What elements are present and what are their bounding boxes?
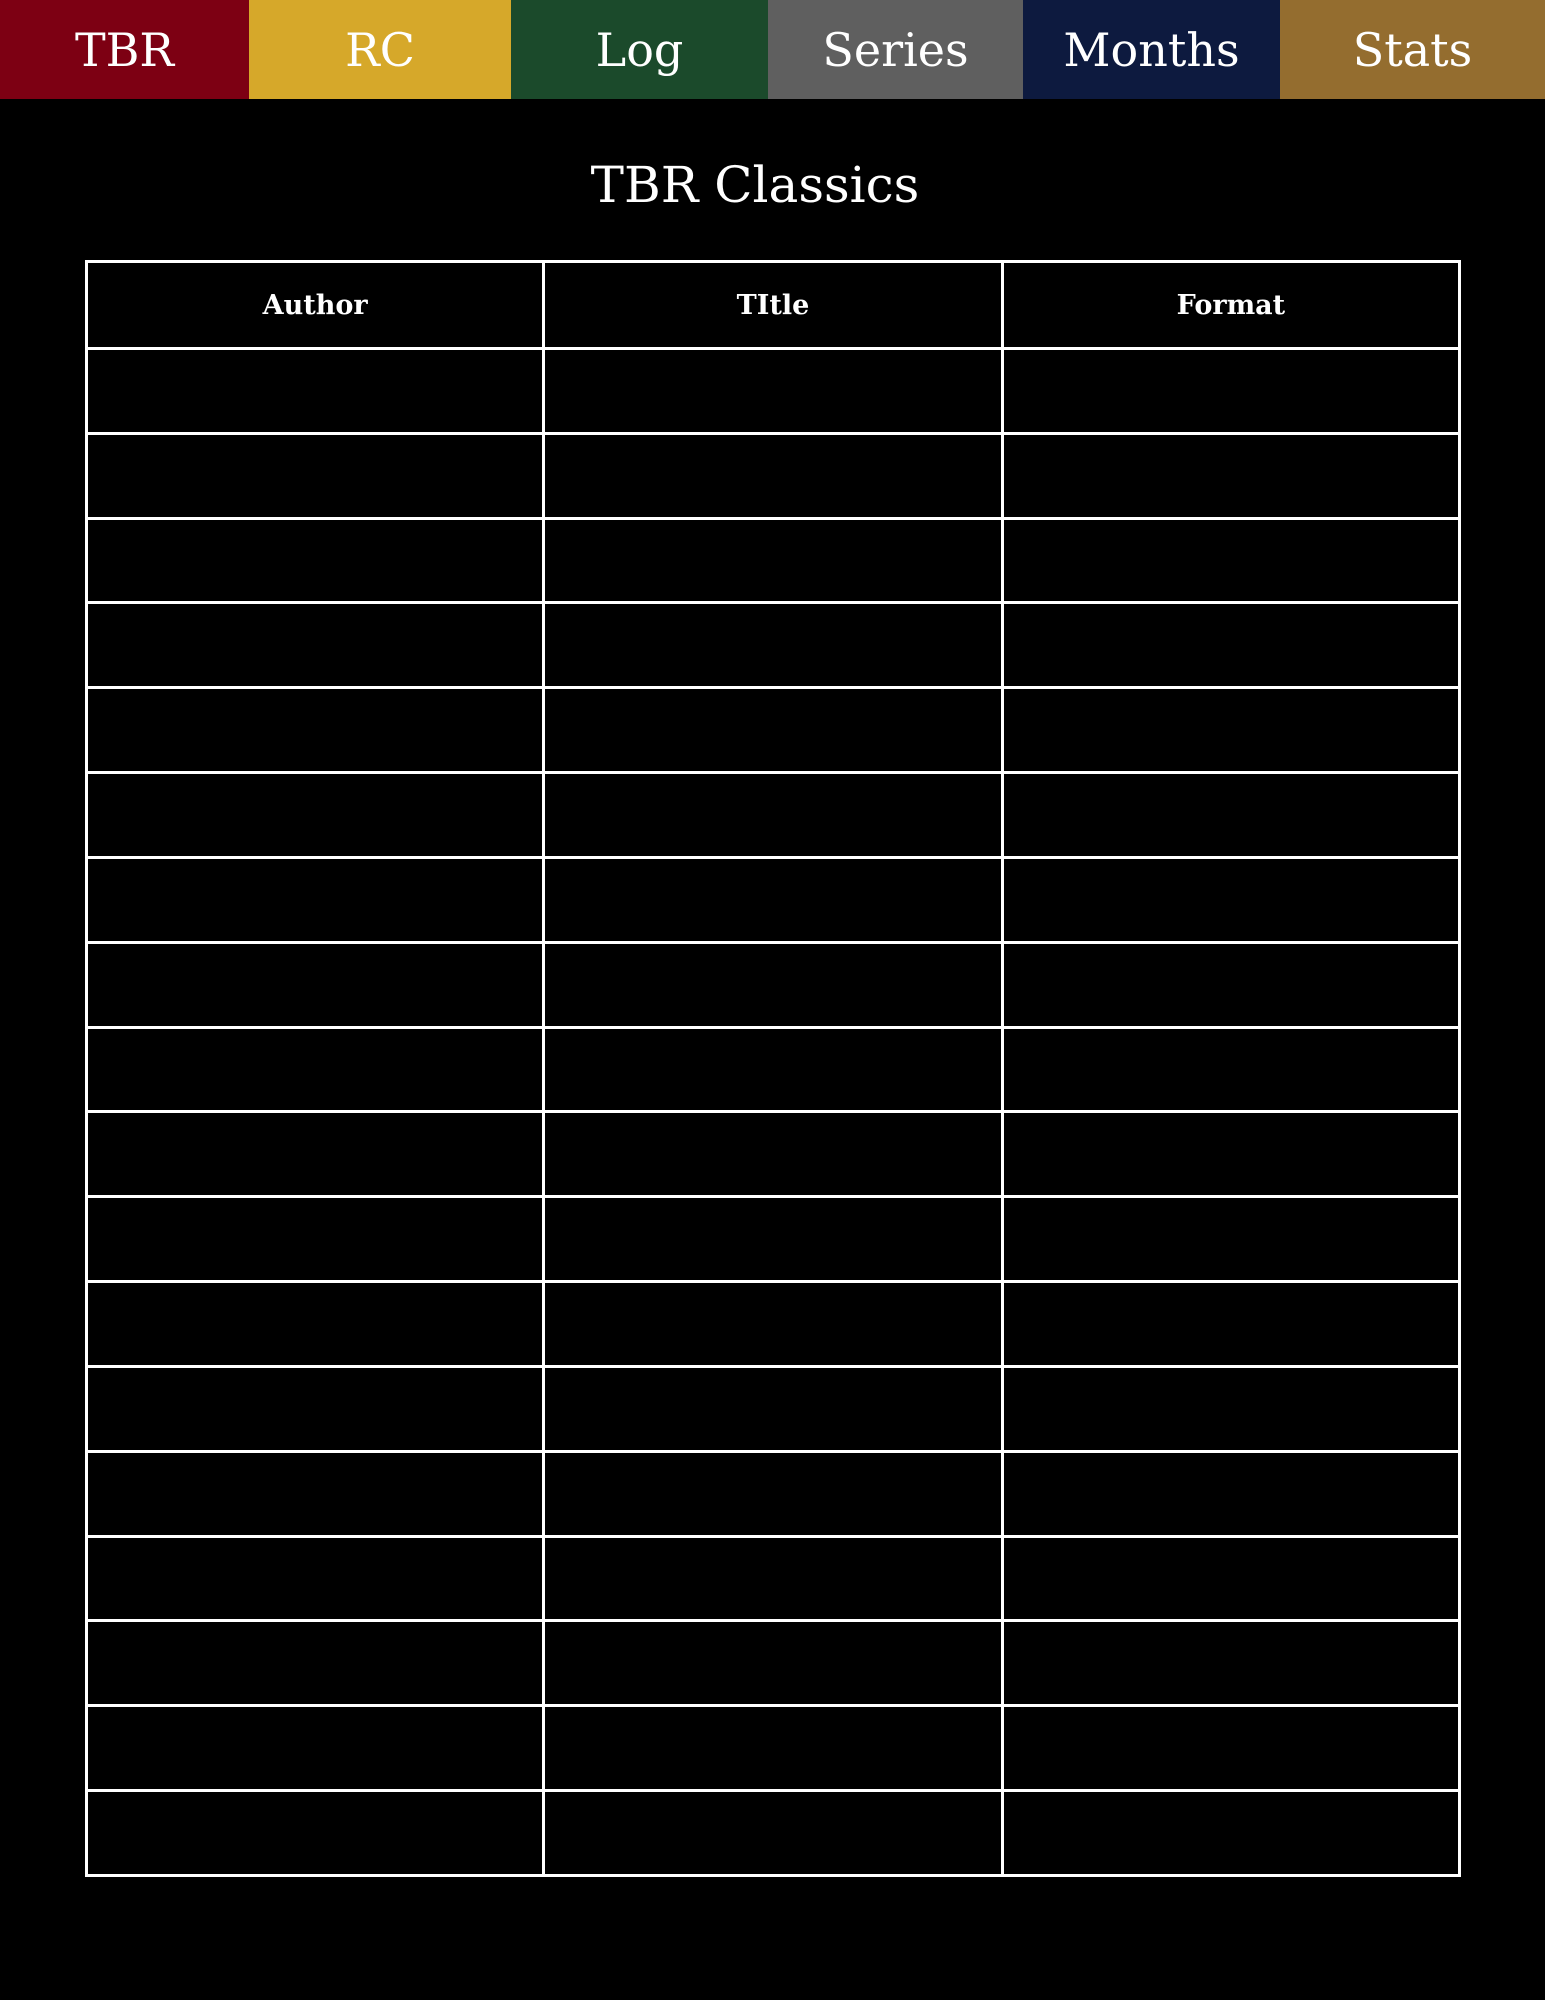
tab-log[interactable]: Log xyxy=(511,0,768,99)
title-cell[interactable] xyxy=(544,1197,1003,1282)
title-cell[interactable] xyxy=(544,1451,1003,1536)
title-cell[interactable] xyxy=(544,942,1003,1027)
column-header-title: TItle xyxy=(544,262,1003,349)
tab-rc[interactable]: RC xyxy=(249,0,511,99)
author-cell[interactable] xyxy=(87,773,544,858)
tab-stats[interactable]: Stats xyxy=(1280,0,1545,99)
table-row xyxy=(87,1706,1460,1791)
table-body xyxy=(87,349,1460,1876)
column-header-format: Format xyxy=(1002,262,1459,349)
author-cell[interactable] xyxy=(87,603,544,688)
format-cell[interactable] xyxy=(1002,433,1459,518)
tbr-table xyxy=(85,260,1461,1877)
table-row xyxy=(87,433,1460,518)
table-row xyxy=(87,518,1460,603)
author-cell[interactable] xyxy=(87,1197,544,1282)
format-cell[interactable] xyxy=(1002,1451,1459,1536)
format-cell[interactable] xyxy=(1002,1536,1459,1621)
author-cell[interactable] xyxy=(87,688,544,773)
table-row xyxy=(87,1366,1460,1451)
table-row xyxy=(87,688,1460,773)
author-cell[interactable] xyxy=(87,1621,544,1706)
tab-months[interactable]: Months xyxy=(1023,0,1280,99)
author-cell[interactable] xyxy=(87,1366,544,1451)
format-cell[interactable] xyxy=(1002,1621,1459,1706)
format-cell[interactable] xyxy=(1002,1027,1459,1112)
title-cell[interactable] xyxy=(544,1791,1003,1876)
title-cell[interactable] xyxy=(544,518,1003,603)
format-cell[interactable] xyxy=(1002,518,1459,603)
table-row xyxy=(87,857,1460,942)
table-row xyxy=(87,603,1460,688)
author-cell[interactable] xyxy=(87,1282,544,1367)
tab-bar xyxy=(0,0,1545,99)
table-row xyxy=(87,1451,1460,1536)
format-cell[interactable] xyxy=(1002,773,1459,858)
format-cell[interactable] xyxy=(1002,349,1459,434)
table-row xyxy=(87,1536,1460,1621)
author-cell[interactable] xyxy=(87,1706,544,1791)
format-cell[interactable] xyxy=(1002,1197,1459,1282)
author-cell[interactable] xyxy=(87,1027,544,1112)
author-cell[interactable] xyxy=(87,1791,544,1876)
table-header-row xyxy=(87,262,1460,349)
title-cell[interactable] xyxy=(544,688,1003,773)
tab-tbr[interactable]: TBR xyxy=(0,0,249,99)
tab-series[interactable]: Series xyxy=(768,0,1023,99)
title-cell[interactable] xyxy=(544,1536,1003,1621)
author-cell[interactable] xyxy=(87,1451,544,1536)
format-cell[interactable] xyxy=(1002,1366,1459,1451)
table-row xyxy=(87,773,1460,858)
author-cell[interactable] xyxy=(87,433,544,518)
format-cell[interactable] xyxy=(1002,857,1459,942)
table-row xyxy=(87,1791,1460,1876)
table-row xyxy=(87,1621,1460,1706)
title-cell[interactable] xyxy=(544,1282,1003,1367)
column-header-author: Author xyxy=(87,262,544,349)
table-row xyxy=(87,1027,1460,1112)
page-title: TBR Classics xyxy=(590,156,920,214)
author-cell[interactable] xyxy=(87,942,544,1027)
title-cell[interactable] xyxy=(544,349,1003,434)
author-cell[interactable] xyxy=(87,349,544,434)
format-cell[interactable] xyxy=(1002,1706,1459,1791)
title-cell[interactable] xyxy=(544,1027,1003,1112)
format-cell[interactable] xyxy=(1002,1282,1459,1367)
author-cell[interactable] xyxy=(87,1536,544,1621)
title-cell[interactable] xyxy=(544,433,1003,518)
title-cell[interactable] xyxy=(544,1112,1003,1197)
format-cell[interactable] xyxy=(1002,688,1459,773)
author-cell[interactable] xyxy=(87,1112,544,1197)
format-cell[interactable] xyxy=(1002,942,1459,1027)
format-cell[interactable] xyxy=(1002,1112,1459,1197)
author-cell[interactable] xyxy=(87,857,544,942)
title-cell[interactable] xyxy=(544,1706,1003,1791)
table-row xyxy=(87,1197,1460,1282)
title-cell[interactable] xyxy=(544,773,1003,858)
table-row xyxy=(87,349,1460,434)
table-row xyxy=(87,1282,1460,1367)
table-row xyxy=(87,1112,1460,1197)
title-cell[interactable] xyxy=(544,1366,1003,1451)
title-cell[interactable] xyxy=(544,857,1003,942)
format-cell[interactable] xyxy=(1002,1791,1459,1876)
title-cell[interactable] xyxy=(544,1621,1003,1706)
format-cell[interactable] xyxy=(1002,603,1459,688)
table-row xyxy=(87,942,1460,1027)
author-cell[interactable] xyxy=(87,518,544,603)
title-cell[interactable] xyxy=(544,603,1003,688)
